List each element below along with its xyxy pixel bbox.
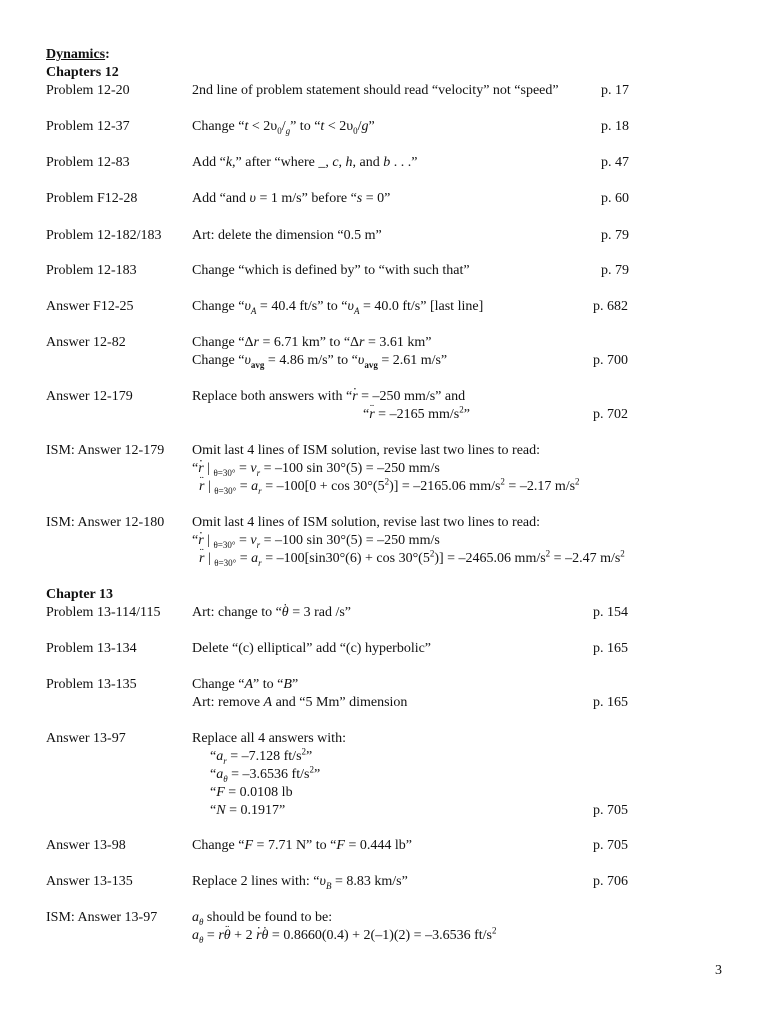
document-title <box>46 46 110 63</box>
desc-part: r <box>258 557 262 568</box>
desc-part: υ <box>319 874 326 889</box>
desc-part: a <box>251 479 259 494</box>
desc-part: avg <box>364 359 378 370</box>
entry-label: Answer 12-82 <box>46 335 126 350</box>
desc-part: θ=30° <box>214 557 237 568</box>
entry-page: p. 154 <box>593 605 628 620</box>
desc-part: = <box>235 461 251 476</box>
desc-part: Change “ <box>192 677 245 692</box>
desc-part: t <box>320 119 325 134</box>
desc-part: = 3 rad /s” <box>288 605 352 620</box>
entry-description <box>192 298 483 315</box>
entry-label: Answer 13-135 <box>46 874 133 889</box>
entry-page: p. 700 <box>593 353 628 368</box>
desc-part: Replace both answers with “ <box>192 389 353 404</box>
desc-part: ” <box>313 767 321 782</box>
entry-label: Answer 13-98 <box>46 838 126 853</box>
desc-part: υ <box>249 191 256 206</box>
entry-page: p. 47 <box>601 155 629 170</box>
entry-page: p. 60 <box>601 191 629 206</box>
desc-part: = 2.61 m/s” <box>377 353 448 368</box>
desc-part: 2 <box>500 476 505 487</box>
desc-part: 2 <box>575 476 580 487</box>
entry-description-line-5 <box>210 802 285 819</box>
entry-description-line-2 <box>192 694 407 711</box>
entry-label: Answer 13-97 <box>46 731 126 746</box>
entry-description-line-2 <box>192 460 440 477</box>
entry-label: ISM: Answer 13-97 <box>46 910 158 925</box>
desc-part: v <box>250 461 257 476</box>
desc-part: r <box>256 467 261 478</box>
entry-page: p. 682 <box>593 299 628 314</box>
desc-part: 2 <box>545 548 551 559</box>
entry-label: Answer 12-179 <box>46 389 133 404</box>
desc-part: . . .” <box>390 155 418 170</box>
desc-part: , and <box>352 155 384 170</box>
desc-part: 2 <box>620 548 625 559</box>
entry-description <box>192 873 408 890</box>
desc-part: h <box>345 155 353 170</box>
desc-part: 0 <box>353 125 358 136</box>
desc-part: = <box>235 533 251 548</box>
desc-part: r <box>359 335 365 350</box>
desc-part: Replace 2 lines with: “ <box>192 874 320 889</box>
desc-part: = 40.0 ft/s” [last line] <box>359 299 484 314</box>
entry-description-line-4 <box>210 784 293 801</box>
desc-part: | <box>204 551 215 566</box>
entry-description <box>192 154 417 171</box>
entry-page: p. 18 <box>601 119 629 134</box>
desc-part: F <box>216 785 225 800</box>
entry-page: p. 165 <box>593 641 628 656</box>
desc-part: = 3.61 km” <box>364 335 432 350</box>
desc-part: F <box>336 838 345 853</box>
chapter-12-heading: Chapters 12 <box>46 65 119 80</box>
desc-part: | <box>203 533 214 548</box>
desc-part: | <box>204 479 215 494</box>
desc-part: = 0” <box>362 191 391 206</box>
desc-part: “ <box>210 785 217 800</box>
entry-description <box>192 837 412 854</box>
desc-part: = –2165 mm/s <box>374 407 460 422</box>
entry-label: Problem F12-28 <box>46 191 138 206</box>
entry-page: p. 705 <box>593 838 628 853</box>
desc-part: υ <box>244 353 251 368</box>
desc-part: Change “ <box>192 119 245 134</box>
title-colon: : <box>105 47 110 62</box>
entry-page: p. 165 <box>593 695 628 710</box>
desc-part: A <box>263 695 273 710</box>
desc-part: r · <box>198 533 203 548</box>
desc-part: avg <box>250 359 265 370</box>
chapter-13-heading: Chapter 13 <box>46 587 114 602</box>
desc-part: r <box>256 539 261 550</box>
desc-part: = 0.8660(0.4) + 2(–1)(2) = –3.6536 ft/s <box>268 928 492 943</box>
desc-part: A <box>250 305 257 316</box>
desc-part: A <box>353 305 360 316</box>
desc-part: = 7.71 N” to “ <box>253 838 337 853</box>
page-number: 3 <box>715 963 722 978</box>
desc-part: B <box>283 677 292 692</box>
desc-part: should be found to be: <box>203 910 333 925</box>
desc-part: r · <box>198 461 203 476</box>
desc-part: k <box>225 155 233 170</box>
desc-part: = <box>236 479 252 494</box>
desc-part: = –3.6536 ft/s <box>227 767 310 782</box>
desc-part: υ <box>357 353 365 368</box>
entry-description: Art: delete the dimension “0.5 m” <box>192 228 382 243</box>
entry-page: p. 706 <box>593 874 628 889</box>
entry-description-line-3 <box>199 550 625 567</box>
desc-part: t <box>244 119 249 134</box>
desc-part: r <box>253 335 259 350</box>
desc-part: “ <box>192 533 199 548</box>
desc-part: F <box>244 838 254 853</box>
desc-part: Change “ <box>192 838 245 853</box>
entry-description-line-1 <box>192 334 432 351</box>
desc-part: g <box>361 119 369 134</box>
desc-part: / <box>357 119 362 134</box>
desc-part: = –7.128 ft/s <box>226 749 302 764</box>
entry-description-line-2 <box>363 406 470 423</box>
entry-description <box>192 118 375 135</box>
title-text: Dynamics <box>46 47 106 62</box>
entry-description-line-1: Omit last 4 lines of ISM solution, revise last two lines to read: <box>192 515 541 530</box>
desc-part: Change “ <box>192 299 245 314</box>
desc-part: r <box>258 485 262 496</box>
desc-part: , <box>338 155 346 170</box>
desc-part: a <box>192 910 199 925</box>
entry-label: Problem 13-135 <box>46 677 137 692</box>
desc-part: ,” after “where _, <box>232 155 333 170</box>
desc-part: υ <box>347 299 354 314</box>
desc-part: )] = –2165.06 mm/s <box>389 479 501 494</box>
desc-part: a <box>251 551 259 566</box>
desc-part: = 40.4 ft/s” to “ <box>256 299 348 314</box>
desc-part: Add “and <box>192 191 250 206</box>
desc-part: ” <box>368 119 375 134</box>
desc-part: A <box>244 677 254 692</box>
entry-description-line-1 <box>192 676 298 693</box>
desc-part: r <box>223 755 227 766</box>
desc-part: “ <box>210 803 217 818</box>
desc-part: ” to “ <box>290 119 321 134</box>
entry-page: p. 79 <box>601 228 629 243</box>
desc-part: θ ¨ <box>224 928 231 943</box>
entry-label: ISM: Answer 12-180 <box>46 515 165 530</box>
desc-part: θ <box>199 916 204 927</box>
desc-part: r · <box>352 389 357 404</box>
entry-label: Problem 12-20 <box>46 83 130 98</box>
desc-part: = –100[0 + cos 30°(5 <box>261 479 385 494</box>
entry-label: Problem 12-182/183 <box>46 228 162 243</box>
entry-description: Delete “(c) elliptical” add “(c) hyperbolic” <box>192 641 432 656</box>
desc-part: θ=30° <box>213 539 236 550</box>
desc-part: 2 <box>429 548 435 559</box>
entry-label: Problem 13-114/115 <box>46 605 161 620</box>
entry-description <box>192 604 351 621</box>
desc-part: 2 <box>384 476 390 487</box>
desc-part: r <box>218 928 224 943</box>
entry-page: p. 705 <box>593 803 628 818</box>
desc-part: = 0.444 lb” <box>344 838 412 853</box>
desc-part: = –100 sin 30°(5) = –250 mm/s <box>260 461 440 476</box>
desc-part: | <box>203 461 214 476</box>
desc-part: ” <box>291 677 299 692</box>
desc-part: “ <box>192 461 199 476</box>
desc-part: a <box>192 928 199 943</box>
entry-description-line-1 <box>192 388 465 405</box>
desc-part: = 4.86 m/s” to “ <box>264 353 358 368</box>
entry-description-line-2 <box>192 532 440 549</box>
desc-part: “ <box>210 767 217 782</box>
desc-part: = 1 m/s” before “ <box>255 191 357 206</box>
desc-part: = –250 mm/s” and <box>357 389 466 404</box>
desc-part: < 2υ <box>324 119 354 134</box>
desc-part: θ=30° <box>214 485 237 496</box>
entry-description-line-3 <box>210 766 320 783</box>
desc-part: 2 <box>301 746 307 757</box>
entry-description-line-2 <box>192 352 447 369</box>
desc-part: Art: remove <box>192 695 264 710</box>
desc-part: 0 <box>277 125 282 136</box>
desc-part: ” <box>463 407 470 422</box>
desc-part: r ¨ <box>369 407 374 422</box>
desc-part: a <box>216 749 224 764</box>
desc-part: r · <box>256 928 261 943</box>
entry-description-line-1: Replace all 4 answers with: <box>192 731 346 746</box>
desc-part: s <box>356 191 363 206</box>
desc-part: g <box>285 125 291 136</box>
entry-description: Change “which is defined by” to “with such that” <box>192 263 470 278</box>
desc-part: < 2υ <box>248 119 278 134</box>
desc-part: r ¨ <box>199 551 204 566</box>
entry-description-line-2 <box>210 748 312 765</box>
entry-page: p. 17 <box>601 83 629 98</box>
desc-part: v <box>250 533 257 548</box>
entry-label: Problem 12-183 <box>46 263 137 278</box>
entry-label: Problem 12-83 <box>46 155 130 170</box>
desc-part: B <box>325 880 332 891</box>
desc-part: θ · <box>282 605 289 620</box>
entry-label: Problem 13-134 <box>46 641 137 656</box>
desc-part: = 0.1917” <box>225 803 286 818</box>
desc-part: = 6.71 km” to “Δ <box>258 335 360 350</box>
desc-part: 2 <box>459 404 464 415</box>
desc-part: = 0.0108 lb <box>224 785 293 800</box>
entry-page: p. 79 <box>601 263 629 278</box>
desc-part: 2 <box>491 925 497 936</box>
desc-part: θ <box>223 773 228 784</box>
desc-part: θ=30° <box>213 467 236 478</box>
desc-part: = 8.83 km/s” <box>331 874 408 889</box>
desc-part: υ <box>244 299 251 314</box>
desc-part: )] = –2465.06 mm/s <box>434 551 546 566</box>
entry-label: Answer F12-25 <box>46 299 134 314</box>
desc-part: Add “ <box>192 155 226 170</box>
desc-part: = –2.17 m/s <box>504 479 576 494</box>
desc-part: θ <box>199 934 204 945</box>
desc-part: and “5 Mm” dimension <box>272 695 408 710</box>
desc-part: “ <box>363 407 370 422</box>
entry-page: p. 702 <box>593 407 628 422</box>
entry-description: 2nd line of problem statement should read “velocity” not “speed” <box>192 83 559 98</box>
desc-part: = <box>203 928 219 943</box>
desc-part: c <box>332 155 339 170</box>
desc-part: θ · <box>262 928 269 943</box>
entry-label: ISM: Answer 12-179 <box>46 443 165 458</box>
desc-part: + 2 <box>230 928 257 943</box>
entry-description-line-1: Omit last 4 lines of ISM solution, revise last two lines to read: <box>192 443 541 458</box>
desc-part: b <box>383 155 391 170</box>
desc-part: 2 <box>309 764 314 775</box>
entry-description-line-3 <box>199 478 580 495</box>
desc-part: ” to “ <box>253 677 284 692</box>
desc-part: Change “ <box>192 353 245 368</box>
desc-part: / <box>281 119 286 134</box>
desc-part: r ¨ <box>199 479 204 494</box>
desc-part: “ <box>210 749 217 764</box>
desc-part: a <box>216 767 224 782</box>
entry-description-line-2 <box>192 927 496 944</box>
desc-part: ” <box>306 749 313 764</box>
desc-part: Change “Δ <box>192 335 254 350</box>
desc-part: Art: change to “ <box>192 605 282 620</box>
desc-part: = –2.47 m/s <box>550 551 621 566</box>
desc-part: = –100 sin 30°(5) = –250 mm/s <box>260 533 440 548</box>
desc-part: N <box>216 803 226 818</box>
desc-part: = <box>236 551 252 566</box>
entry-description <box>192 190 390 207</box>
desc-part: = –100[sin30°(6) + cos 30°(5 <box>261 551 430 566</box>
entry-label: Problem 12-37 <box>46 119 130 134</box>
